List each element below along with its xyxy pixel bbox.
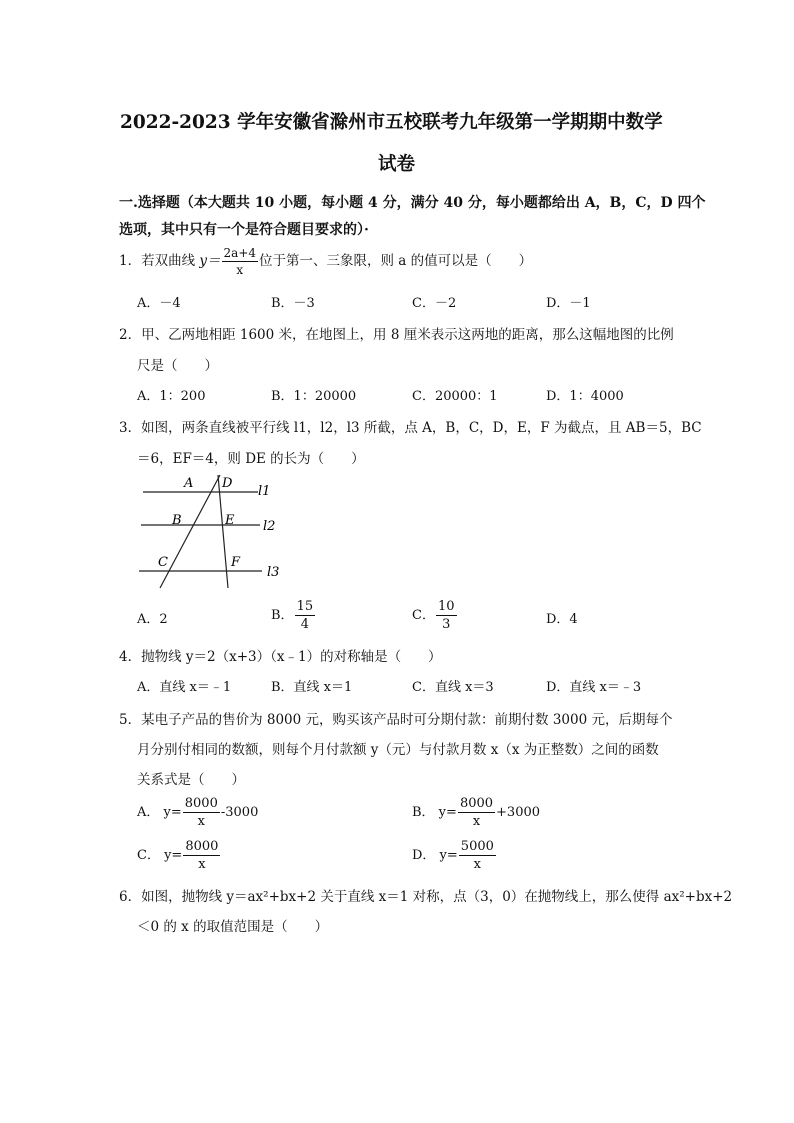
label-b: B	[172, 513, 182, 528]
question-2-line2: 尺是（ ）	[137, 358, 218, 374]
q2-option-b[interactable]: B．1：20000	[271, 389, 357, 404]
q3-option-c[interactable]	[412, 600, 458, 631]
section-header-line2: 选项，其中只有一个是符合题目要求的）·	[119, 222, 369, 238]
label-d: D	[222, 476, 233, 491]
q5-c-denominator: x	[198, 857, 206, 872]
q5-a-prefix: A． y=	[137, 805, 182, 820]
q1-prefix: 1．若双曲线	[119, 253, 200, 269]
q5-b-prefix: B． y=	[412, 805, 457, 820]
question-6: 6．如图，抛物线 y＝ax²+bx+2 关于直线 x＝1 对称，点（3，0）在抛物线上，那么使得 ax²+bx+2	[119, 889, 733, 905]
label-e: E	[225, 513, 235, 528]
question-4: 4．抛物线 y＝2（x+3）（x﹣1）的对称轴是（ ）	[119, 649, 442, 665]
q1-option-d[interactable]: D．－1	[546, 296, 591, 311]
q3-option-a[interactable]: A．2	[137, 612, 168, 627]
question-6-line2: ＜0 的 x 的取值范围是（ ）	[137, 919, 329, 935]
q4-option-c[interactable]: C．直线 x＝3	[412, 680, 494, 695]
q3-c-fraction	[436, 600, 457, 631]
q3-b-fraction	[295, 600, 316, 631]
q3-option-d[interactable]: D．4	[546, 612, 578, 627]
label-l1: l1	[258, 484, 271, 499]
q1-suffix: 位于第一、三象限，则 a 的值可以是（ ）	[259, 253, 533, 269]
q3-c-denominator: 3	[442, 617, 451, 632]
q1-option-a[interactable]: A．－4	[137, 296, 181, 311]
q5-d-prefix: D． y=	[412, 848, 458, 863]
q4-option-a[interactable]: A．直线 x＝﹣1	[137, 680, 232, 695]
q5-a-fraction	[183, 797, 220, 828]
q3-b-numerator: 15	[296, 599, 314, 614]
q5-a-denominator: x	[197, 814, 205, 829]
q5-option-a[interactable]	[137, 797, 258, 828]
q5-c-numerator: 8000	[185, 839, 219, 854]
q5-b-denominator: x	[472, 814, 481, 829]
q5-b-suffix: +3000	[496, 805, 541, 820]
question-3: 3．如图，两条直线被平行线 l1，l2，l3 所截，点 A，B，C，D，E，F 为截点，且 AB＝5，BC	[119, 420, 702, 436]
page-title-line2: 试卷	[378, 154, 416, 175]
q5-c-fraction	[183, 840, 220, 871]
section-header: 一.选择题（本大题共 10 小题，每小题 4 分，满分 40 分，每小题都给出 A，B，C，D 四个	[119, 195, 706, 211]
q3-b-denominator: 4	[300, 617, 309, 632]
label-l3: l3	[267, 565, 280, 580]
label-f: F	[231, 555, 241, 570]
q5-b-fraction	[458, 797, 495, 828]
question-3-line2: ＝6，EF＝4，则 DE 的长为（ ）	[137, 451, 365, 467]
question-5: 5．某电子产品的售价为 8000 元，购买该产品时可分期付款：前期付数 3000 元，后期每个	[119, 712, 673, 728]
q5-b-numerator: 8000	[459, 796, 494, 811]
q3-c-prefix: C．	[412, 608, 435, 623]
q2-option-a[interactable]: A．1：200	[137, 389, 206, 404]
q3-option-b[interactable]	[271, 600, 316, 631]
page-title: 2022-2023 学年安徽省滁州市五校联考九年级第一学期期中数学	[120, 112, 663, 133]
q5-d-numerator: 5000	[460, 839, 494, 854]
question-1	[119, 247, 532, 276]
q5-a-numerator: 8000	[184, 796, 218, 811]
q5-option-d[interactable]	[412, 840, 497, 871]
q2-option-c[interactable]: C．20000：1	[412, 389, 498, 404]
question-2: 2．甲、乙两地相距 1600 米，在地图上，用 8 厘米表示这两地的距离，那么这幅地图的比例	[119, 327, 674, 343]
q5-option-c[interactable]	[137, 840, 221, 871]
q4-option-b[interactable]: B．直线 x＝1	[271, 680, 353, 695]
q3-c-numerator: 10	[437, 599, 455, 614]
q5-option-b[interactable]	[412, 797, 540, 828]
q1-option-b[interactable]: B．－3	[271, 296, 315, 311]
parallel-lines-figure	[130, 470, 290, 590]
q5-a-suffix: -3000	[220, 805, 259, 820]
q3-b-prefix: B．	[271, 608, 294, 623]
q5-c-prefix: C． y=	[137, 848, 183, 863]
q1-denominator: x	[236, 263, 244, 277]
q5-d-fraction	[459, 840, 496, 871]
q1-y: y＝	[199, 253, 221, 269]
question-5-line2: 月分别付相同的数额，则每个月付款额 y（元）与付款月数 x（x 为正整数）之间的函数	[137, 742, 659, 758]
q4-option-d[interactable]: D．直线 x＝﹣3	[546, 680, 642, 695]
label-c: C	[158, 555, 168, 570]
q1-fraction	[222, 247, 258, 276]
q5-d-denominator: x	[473, 857, 482, 872]
label-a: A	[184, 476, 194, 491]
q2-option-d[interactable]: D．1：4000	[546, 389, 624, 404]
q1-numerator: 2a+4	[223, 246, 257, 260]
question-5-line3: 关系式是（ ）	[137, 772, 245, 788]
label-l2: l2	[263, 519, 276, 534]
q1-option-c[interactable]: C．－2	[412, 296, 457, 311]
